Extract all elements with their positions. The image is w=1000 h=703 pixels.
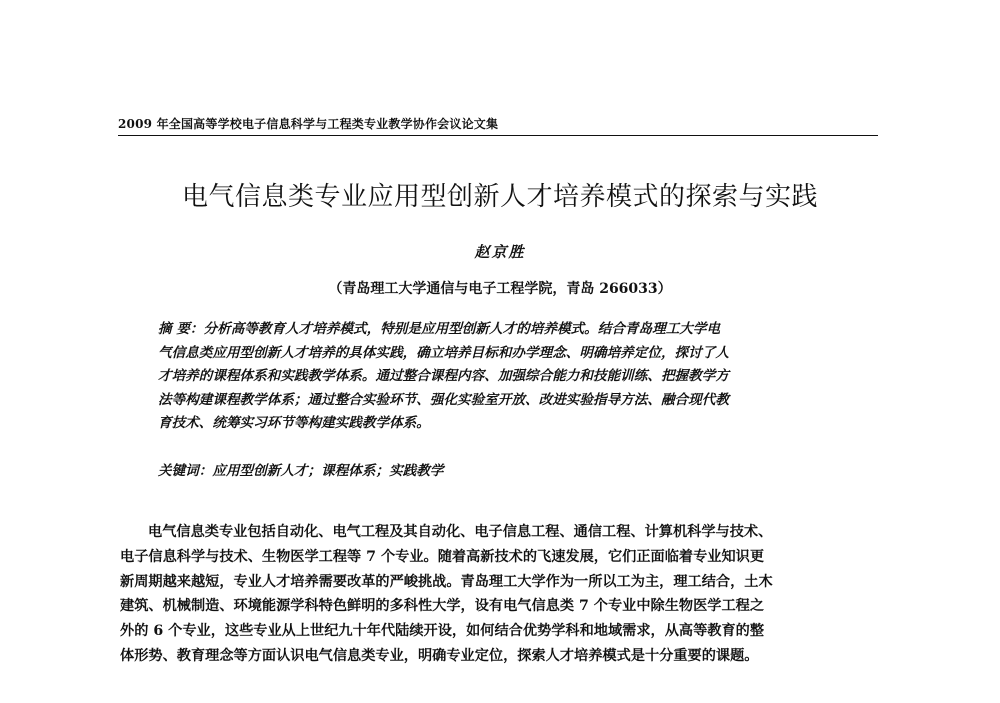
body-line: 新周期越来越短，专业人才培养需要改革的严峻挑战。青岛理工大学作为一所以工为主，理工结合，土木 — [120, 573, 773, 590]
body-line: 建筑、机械制造、环境能源学科特色鲜明的多科性大学，设有电气信息类 7 个专业中除生物医学工程之 — [120, 598, 765, 615]
body-line: 电子信息科学与技术、生物医学工程等 7 个专业。随着高新技术的飞速发展，它们正面临着专业知识更 — [120, 548, 765, 565]
running-header-text: 2009 年全国高等学校电子信息科学与工程类专业教学协作会议论文集 — [118, 117, 499, 131]
running-header — [118, 113, 878, 136]
abstract-line: 气信息类应用型创新人才培养的具体实践，确立培养目标和办学理念、明确培养定位，探讨了人 — [158, 344, 729, 361]
author-name: 赵京胜 — [474, 243, 526, 261]
abstract-line: 才培养的课程体系和实践教学体系。通过整合课程内容、加强综合能力和技能训练、把握教学方 — [158, 368, 729, 385]
author-affiliation: （青岛理工大学通信与电子工程学院，青岛 266033） — [328, 281, 672, 297]
abstract-line: 摘 要：分析高等教育人才培养模式，特别是应用型创新人才的培养模式。结合青岛理工大学电 — [158, 321, 721, 337]
body-line: 外的 6 个专业，这些专业从上世纪九十年代陆续开设，如何结合优势学科和地域需求，从高等教育的整 — [120, 623, 765, 640]
keywords: 关键词：应用型创新人才；课程体系；实践教学 — [158, 463, 444, 479]
body-line: 电气信息类专业包括自动化、电气工程及其自动化、电子信息工程、通信工程、计算机科学与技术、 — [148, 524, 773, 540]
paper-title: 电气信息类专业应用型创新人才培养模式的探索与实践 — [181, 182, 818, 212]
abstract-line: 法等构建课程教学体系；通过整合实验环节、强化实验室开放、改进实验指导方法、融合现代教 — [158, 391, 729, 408]
abstract — [158, 318, 853, 436]
body-line: 体形势、教育理念等方面认识电气信息类专业，明确专业定位，探索人才培养模式是十分重要的课题。 — [120, 647, 759, 664]
abstract-line: 育技术、统筹实习环节等构建实践教学体系。 — [158, 415, 430, 432]
body-paragraph — [120, 520, 890, 669]
